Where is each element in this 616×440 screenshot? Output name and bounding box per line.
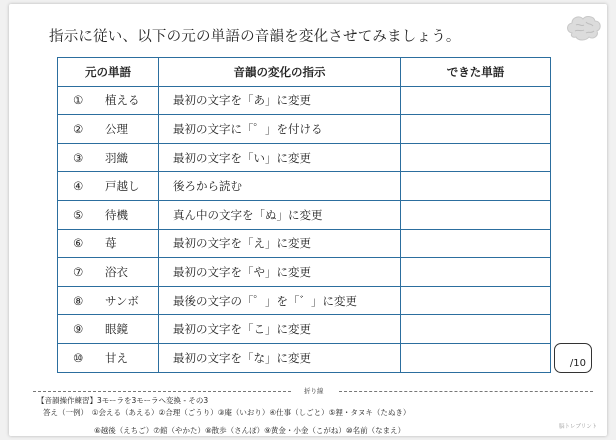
- header-result-word: できた単語: [401, 58, 551, 87]
- original-word: 苺: [105, 236, 117, 251]
- fold-dash-left: [33, 391, 291, 392]
- row-number: ⑥: [73, 236, 84, 251]
- row-number: ④: [73, 179, 84, 194]
- instruction-cell: 最後の文字の「゜」を「゛」に変更: [159, 286, 401, 315]
- original-word-cell: [58, 286, 159, 315]
- table-row: [58, 115, 551, 144]
- original-word: 浴衣: [105, 264, 128, 279]
- answer-cell[interactable]: [401, 143, 551, 172]
- original-word-cell: [58, 200, 159, 229]
- table-row: [58, 143, 551, 172]
- table-row: [58, 343, 551, 372]
- instruction-cell: 後ろから読む: [159, 172, 401, 201]
- header-original-word: 元の単語: [58, 58, 159, 87]
- table-row: [58, 200, 551, 229]
- original-word-cell: [58, 143, 159, 172]
- original-word: 植える: [105, 93, 140, 108]
- row-number: ⑧: [73, 293, 84, 308]
- original-word-cell: [58, 343, 159, 372]
- table-header-row: [58, 58, 551, 87]
- original-word-cell: [58, 258, 159, 287]
- table-row: [58, 86, 551, 115]
- answer-cell[interactable]: [401, 115, 551, 144]
- instruction-cell: 最初の文字を「や」に変更: [159, 258, 401, 287]
- answers-title: 【音韻操作練習】3モーラを3モーラへ変換 - その3: [37, 396, 209, 405]
- original-word-cell: [58, 172, 159, 201]
- answer-cell[interactable]: [401, 315, 551, 344]
- original-word: 眼鏡: [105, 322, 128, 337]
- original-word: 公理: [105, 121, 128, 136]
- answer-cell[interactable]: [401, 286, 551, 315]
- instruction-cell: 最初の文字を「な」に変更: [159, 343, 401, 372]
- row-number: ⑨: [73, 322, 84, 337]
- instruction-cell: 最初の文字を「え」に変更: [159, 229, 401, 258]
- table-row: [58, 258, 551, 287]
- fold-label: 折り線: [304, 387, 324, 395]
- row-number: ②: [73, 121, 84, 136]
- table-row: [58, 229, 551, 258]
- original-word: 甘え: [105, 350, 128, 365]
- instruction-cell: 最初の文字を「い」に変更: [159, 143, 401, 172]
- answer-cell[interactable]: [401, 343, 551, 372]
- row-number: ⑩: [73, 350, 84, 365]
- instruction-text: 指示に従い、以下の元の単語の音韻を変化させてみましょう。: [49, 29, 461, 45]
- instruction-cell: 最初の文字に「゜」を付ける: [159, 115, 401, 144]
- instruction-cell: 最初の文字を「こ」に変更: [159, 315, 401, 344]
- table-row: [58, 315, 551, 344]
- answers-line-1: 答え（一例） ①会える（あえる）②合理（ごうり）③庵（いおり）④仕事（しごと）⑤狸・タヌキ（たぬき）: [43, 408, 411, 417]
- row-number: ⑤: [73, 207, 84, 222]
- row-number: ①: [73, 93, 84, 108]
- answer-cell[interactable]: [401, 229, 551, 258]
- answer-cell[interactable]: [401, 172, 551, 201]
- original-word: 戸越し: [105, 179, 140, 194]
- instruction-cell: 真ん中の文字を「ぬ」に変更: [159, 200, 401, 229]
- answer-cell[interactable]: [401, 258, 551, 287]
- header-change-instruction: 音韻の変化の指示: [159, 58, 401, 87]
- answer-cell[interactable]: [401, 86, 551, 115]
- instruction-cell: 最初の文字を「あ」に変更: [159, 86, 401, 115]
- worksheet-table: [57, 57, 551, 373]
- table-row: [58, 172, 551, 201]
- row-number: ③: [73, 150, 84, 165]
- row-number: ⑦: [73, 264, 84, 279]
- original-word: サンボ: [105, 293, 139, 308]
- score-box[interactable]: /10: [554, 343, 592, 373]
- table-row: [58, 286, 551, 315]
- answers-line-2: ⑥越後（えちご）⑦館（やかた）⑧散歩（さんぽ）⑨黄金・小金（こがね）⑩名前（なまえ）: [94, 426, 406, 435]
- original-word: 羽織: [105, 150, 128, 165]
- original-word-cell: [58, 229, 159, 258]
- fold-dash-right: [339, 391, 593, 392]
- original-word-cell: [58, 86, 159, 115]
- original-word-cell: [58, 115, 159, 144]
- original-word-cell: [58, 315, 159, 344]
- worksheet-page: [9, 4, 607, 436]
- original-word: 待機: [105, 207, 128, 222]
- brain-icon: [564, 13, 604, 43]
- footer-brand: 脳トレプリント: [559, 424, 598, 430]
- answer-cell[interactable]: [401, 200, 551, 229]
